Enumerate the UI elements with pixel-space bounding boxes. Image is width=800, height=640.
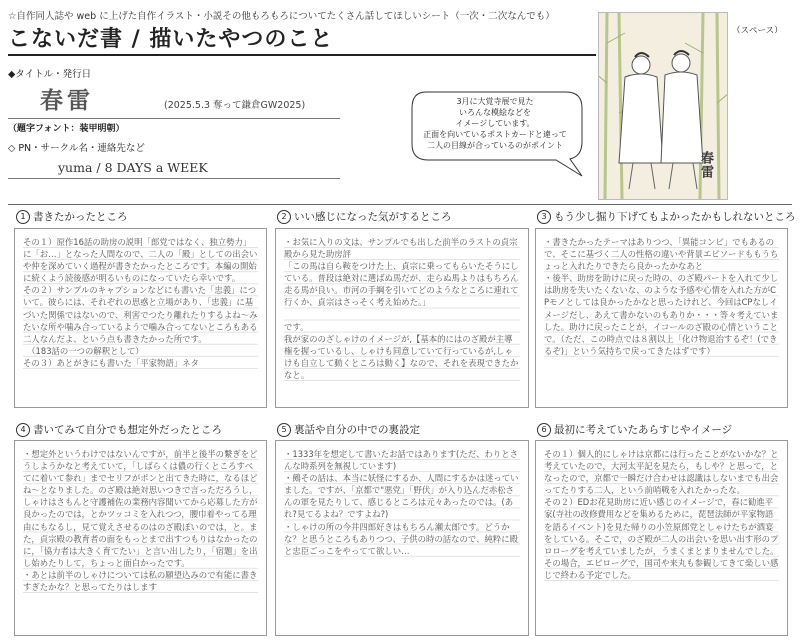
space-label: （スペース） <box>732 26 783 36</box>
section-4-box <box>14 440 267 636</box>
section-5-heading: 5 裏話や自分の中での裏設定 <box>277 422 420 437</box>
section-5-box <box>275 440 529 636</box>
work-date: (2025.5.3 奪って鎌倉GW2025) <box>164 100 306 111</box>
section-3-box <box>535 228 788 408</box>
section-6-heading: 6 最初に考えていたあらすじやイメージ <box>537 422 732 437</box>
section-5-text: ・1333年を想定して書いたお話ではあります(ただ、わりとさんな時系列を無視しています) ・鵺その話は、本当に妖怪にするか、人間にするかは迷っていました。ですが、「京都で"悪党」「野伏」が入り込んだ赤松さんの軍を見たりして、感じるところは元々あったのでは。(あれ?見てるよね？ですよね?) ・しゃけの所の今井四郎好きはもちろん瀬太郎です。どうかな？と思うところもありつつ、子供の時の話なので、純粋に殿と忠臣ごっこをやってて欲しい… <box>284 449 519 556</box>
sheet-subtitle: ☆自作同人誌や web に上げた自作イラスト・小説その他もろもろについてたくさん話してほしいシート（一次・二次なんでも） <box>8 11 555 22</box>
section-3-text: ・書きたかったテーマはありつつ、「異能コンビ」でもあるので、そこに基づく二人の性格の違いや背景エピソードももうちょっと入れたりできたら良かったかなあと ・後半、助房を助けに戻った時の、のざ殿パートを入れて少しは助房を失いたくないな、のような予感や心情を入れた方がCPモノとしては良かったかなと思ったけれど、今回はCPなしイメージだし、あえて書かないのもありか・・・等々考えていました。助けに戻ったことが，イコールのざ殿の心情ということで。（ただ、この時点では８割以上「化け物退治するぞ！(できるぞ)」という気持ちで戻ってきたはずです） <box>544 237 779 356</box>
section-2-heading: 2 いい感じになった気がするところ <box>277 209 452 224</box>
cover-illustration <box>598 12 728 200</box>
work-title: 春雷 <box>40 87 94 114</box>
sheet-title: こないだ書 / 描いたやつのこと <box>8 27 334 52</box>
title-divider <box>8 54 596 56</box>
section-1-heading: 1 書きたかったところ <box>16 209 128 224</box>
pn-value: yuma / 8 DAYS a WEEK <box>58 160 208 175</box>
section-2-text: ・お気に入りの文は、サンプルでも出した前半のラストの貞宗殿から見た助房評 「この馬は自ら鞍をつけた上、貞宗に乗ってもらいたそうにしている。普段は絶対に選ばぬ馬だが、走らぬ馬よりはもちろん走る馬が良い。市河の手綱を引いてどのようなところに連れて行くか、貞宗はさっそく考え始めた。」 です。 我が家ののざしゃけのイメージが,【基本的にはのざ殿が主導権を握っているし、しゃけも同意していて行っているが,しゃけも自立して動くところは動く】なので、それを表現できたかなと。 <box>284 237 519 381</box>
font-note: （題字フォント：装甲明朝） <box>8 124 125 134</box>
section-6-text: その１）個人的にしゃけは京都には行ったことがないかな？と考えていたので，大河太平記を見たら，もしや？と思って，となったので，京都で一瞬だけ合わせは認識はしないまでも出会ってたりする二人，という前哨戦を入れたかったな。 その２）EDお花見助房に近い感じのイメージで，春に勧進平家(寺社の改修費用などを集めるために，琵琶法師が平家物語を語るイベント)を見た帰りの小笠原郎党としゃけたちが酒宴をしている。そこで，のざ殿が二人の出会いを思い出す形のプロローグを考えていましたが，うまくまとまりませんでした。その場合，エピローグで，国司や来丸も参観してきて楽しい感じで終わる予定でした。 <box>544 449 779 580</box>
section-4-heading: 4 書いてみて自分でも想定外だったところ <box>16 422 222 437</box>
section-3-heading: 3 もう少し掘り下げてもよかったかもしれないところ <box>537 209 796 224</box>
pn-label: ◇ PN・サークル名・連絡先など <box>8 143 145 154</box>
section-1-box <box>14 228 267 408</box>
section-6-box <box>535 440 788 636</box>
bubble-text: 3月に大覚寺展で見た いろんな模絵などを イメージしています。 正面を向いているポストカードと違って 二人の目線が合っているのがポイント <box>423 97 567 150</box>
speech-bubble <box>406 88 580 166</box>
title-underline <box>8 118 340 119</box>
work-title-label: ◆タイトル・発行日 <box>8 69 92 80</box>
section-2-box <box>275 228 529 408</box>
cover-title: 春雷 <box>698 151 713 179</box>
section-1-text: その１）原作16話の助房の説明「郎党ではなく、独立勢力」に「お…」となった人間なので、二人の「殿」としての出会いや仲を深めていく過程が書きたかったところです。本編の開始に続くよう読後感が明るいものになっていたら幸いです。 その２）サンプルのキャプションなどにも書いた「忠義」について。彼らには、それぞれの思惑と立場があり、「忠義」に基づいた関係ではないので、利害でつたり離れたりするよね〜みたいな所や噛み合っているようで噛み合ってないところもある二人なんだよ、という点も書きたかった所です。 （183話の一つの解釈として） その３）あとがきにも書いた「平家物語」ネタ <box>23 237 258 368</box>
section-4-text: ・想定外というわけではないんですが，前半と後半の繋ぎをどうしようかなと考えていて，「しばらくは儂の行くところすべてに着いて参れ」までセリフがポンと出てきた時に，なるほどね〜となりました。のざ殿は絶対思いつきで言っただろうし，しゃけはさもんと守護補佐の業務内容聞いてから応募した方が良かったのでは，とかツッコミを入れつつ，腰巾着やってる理由にもなるし，見て覚えさせるのはのざ殿ぽいのでは，と。また，貞宗殿の教育者の面をもっとまで出すつもりはなかったのに，「協力者は大きく育てたい」と言い出したり，「宿題」を出し始めたりして，ちょっと面白かったです。 ・あとは前半のしゃけについては私の願望込みので有能に書きすぎたかな？と思ってたりはします <box>23 449 258 593</box>
section-divider <box>8 204 792 205</box>
pn-underline <box>8 178 340 179</box>
